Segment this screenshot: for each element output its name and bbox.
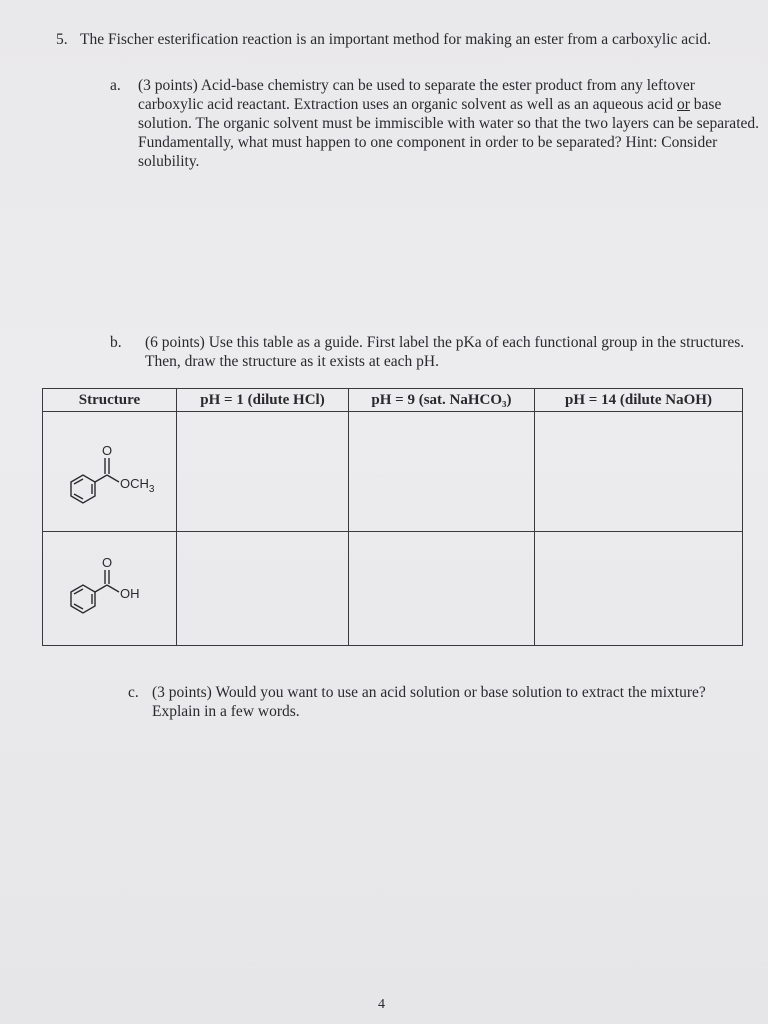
answer-cell-ester-ph9[interactable] [349,412,535,531]
answer-cell-acid-ph1[interactable] [177,531,349,645]
answer-cell-acid-ph14[interactable] [535,531,743,645]
part-b-label: b. [110,334,122,351]
carbonyl-oxygen-label: O [102,443,113,459]
question-number: 5. [56,31,68,48]
methyl-benzoate-structure [49,416,173,516]
answer-cell-ester-ph1[interactable] [177,412,349,531]
question-text: The Fischer esterification reaction is an important method for making an ester from a carboxylic acid. [80,31,711,48]
table-row [43,412,743,531]
header-ph-1: pH = 1 (dilute HCl) [177,389,349,412]
methoxy-group-label: $OCH_3$ [120,476,155,496]
structure-cell-ester [43,412,177,531]
part-a-text-before: (3 points) Acid-base chemistry can be used to separate the ester product from any leftover carboxylic acid reactant. Extraction uses an organic solvent as well as an aqueous acid [138,77,695,113]
part-a-text-after: base solution. The organic solvent must be immiscible with water so that the two layers can be separated. Fundamentally, what must happen to one component in order to be separated? Hint: Consider solubility. [138,96,759,170]
page-number: 4 [378,997,385,1012]
header-structure: Structure [43,389,177,412]
part-c-text: (3 points) Would you want to use an acid solution or base solution to extract the mixture? Explain in a few words. [152,684,706,720]
hydroxyl-group-label: OH [120,585,140,601]
table-row [43,531,743,645]
ph-structure-table [42,388,743,646]
header-ph-14: pH = 14 (dilute NaOH) [535,389,743,412]
part-a-label: a. [110,77,121,94]
answer-cell-acid-ph9[interactable] [349,531,535,645]
structure-cell-acid [43,531,177,645]
header-ph-9: pH = 9 (sat. NaHCO₃) [349,389,535,412]
part-b-text: (6 points) Use this table as a guide. First label the pKa of each functional group in the structures. Then, draw the structure as it exists at each pH. [145,334,745,370]
part-c-label: c. [128,684,139,701]
part-a-text [138,76,764,171]
part-a-underlined-word: or [677,96,690,113]
carbonyl-oxygen-label: O [102,554,113,570]
answer-cell-ester-ph14[interactable] [535,412,743,531]
table-header-row [43,389,743,412]
benzoic-acid-structure [49,536,173,636]
